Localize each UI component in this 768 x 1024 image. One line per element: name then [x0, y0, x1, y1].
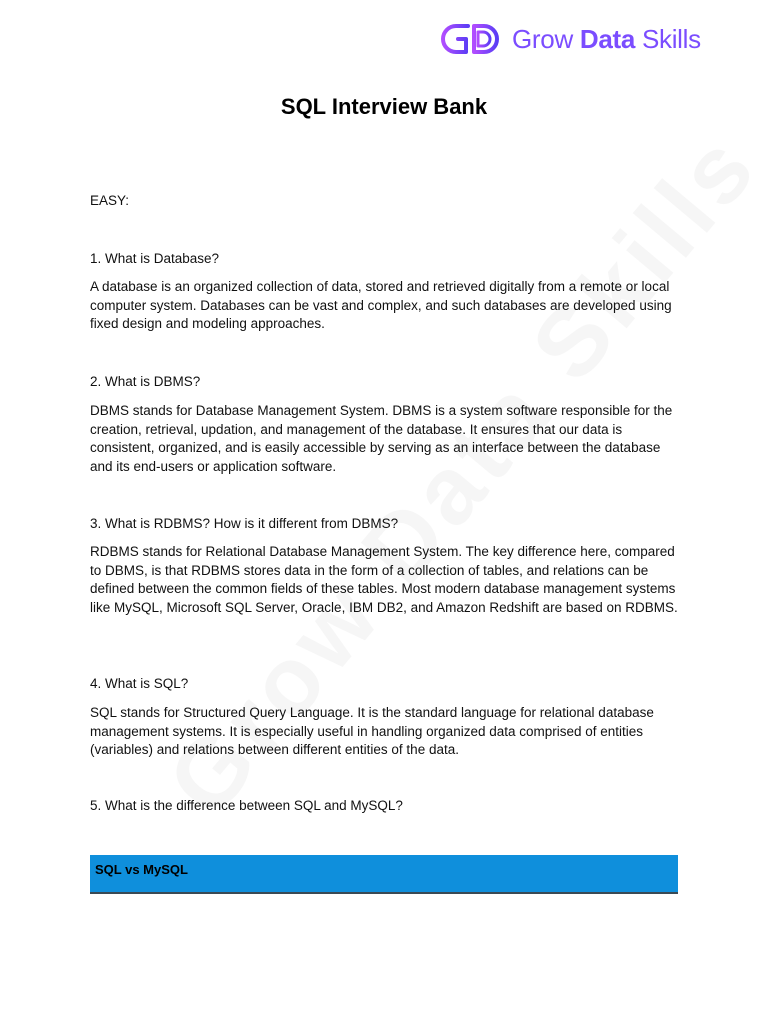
question-2: 2. What is DBMS?: [90, 374, 201, 389]
question-1: 1. What is Database?: [90, 251, 220, 266]
comparison-table-header: [90, 855, 678, 894]
question-3: 3. What is RDBMS? How is it different from DBMS?: [90, 516, 399, 531]
question-5: 5. What is the difference between SQL and MySQL?: [90, 798, 403, 813]
answer-4: SQL stands for Structured Query Language. It is the standard language for relational database management systems. It is especially useful in handling organized data comprised of entities (variables) and relations between different entities of the data.: [90, 705, 654, 757]
brand-name-part: Data: [579, 23, 636, 54]
brand-name-part: Grow: [512, 23, 573, 54]
brand-name: [512, 24, 701, 55]
brand-logo: [438, 20, 701, 58]
table-header-label: SQL vs MySQL: [95, 862, 188, 877]
gds-logo-icon: [438, 20, 504, 58]
document-title: SQL Interview Bank: [280, 94, 488, 119]
answer-1: A database is an organized collection of data, stored and retrieved digitally from a remote or local computer system. Databases can be vast and complex, and such databases are developed using fixed design and modeling approaches.: [90, 279, 672, 331]
section-label: EASY:: [90, 193, 130, 208]
answer-2: DBMS stands for Database Management System. DBMS is a system software responsible for the creation, retrieval, updation, and management of the database. It ensures that our data is consistent, organized, and is easily accessible by serving as an interface between the database and its end-users or application software.: [90, 403, 673, 474]
question-4: 4. What is SQL?: [90, 676, 189, 691]
brand-name-part: Skills: [641, 23, 701, 54]
answer-3: RDBMS stands for Relational Database Management System. The key difference here, compared to DBMS, is that RDBMS stores data in the form of a collection of tables, and relations can be defined between the common fields of these tables. Most modern database management systems like MySQL, Microsoft SQL Server, Oracle, IBM DB2, and Amazon Redshift are based on RDBMS.: [90, 544, 678, 615]
